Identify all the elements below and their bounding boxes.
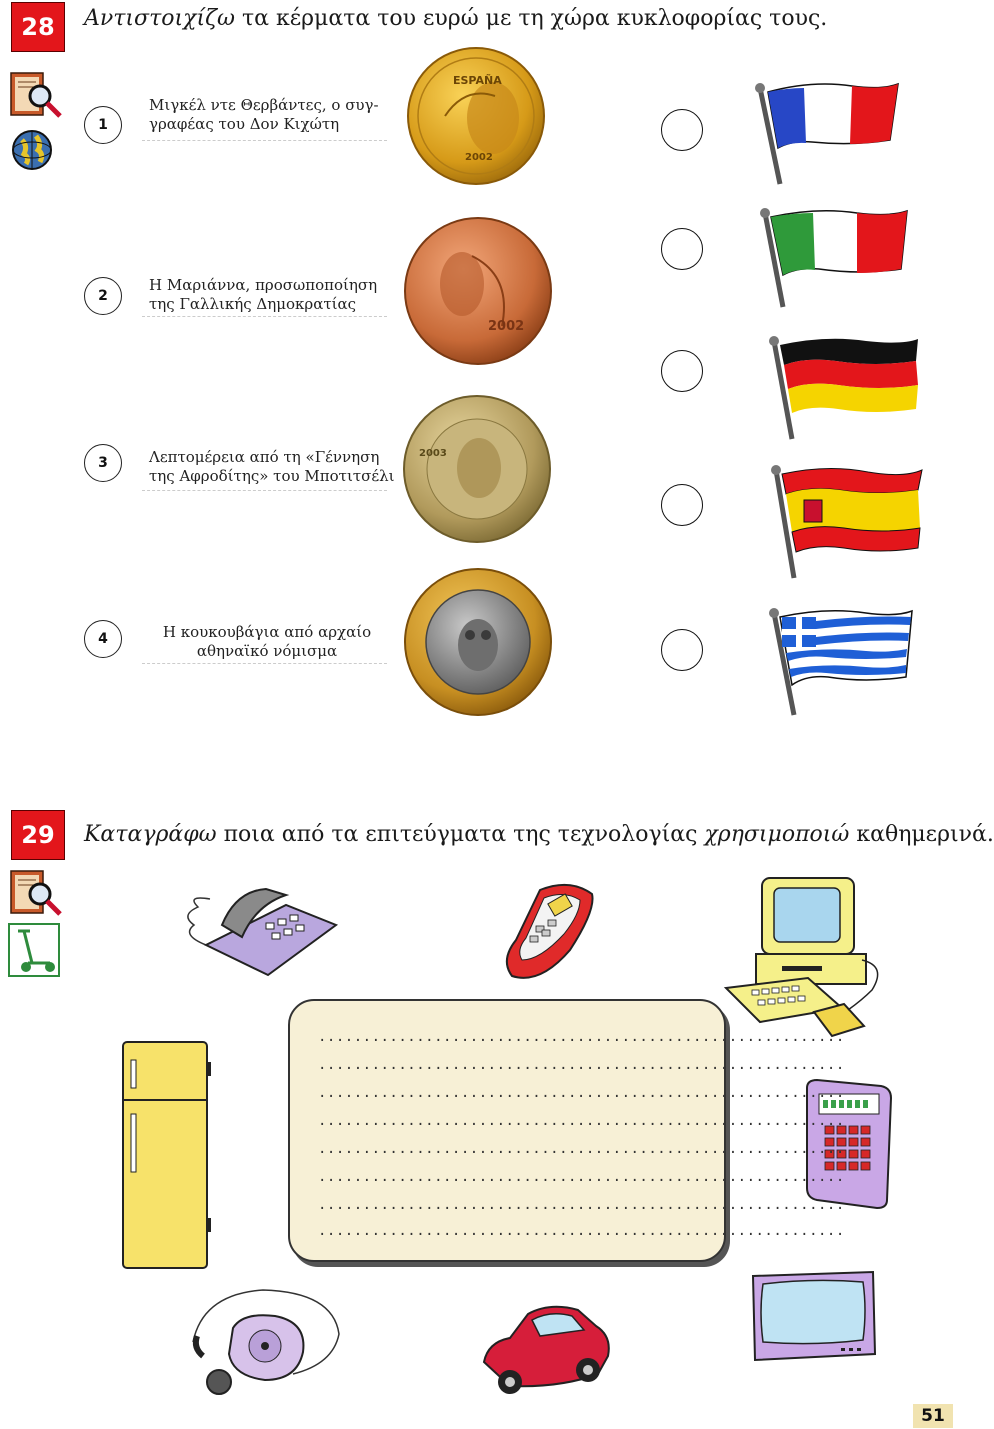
item-2-line2: της Γαλλικής Δημοκρατίας bbox=[149, 295, 357, 313]
writing-line-3[interactable]: ........................................................... bbox=[318, 1085, 845, 1101]
exercise-number-29: 29 bbox=[11, 810, 65, 860]
item-4-underline bbox=[142, 663, 387, 664]
item-2-line1: Η Μαριάννα, προσωποποίηση bbox=[149, 276, 378, 294]
answer-circle-4[interactable] bbox=[661, 484, 703, 526]
item-4-description bbox=[152, 623, 382, 661]
writing-line-4[interactable]: ........................................................... bbox=[318, 1113, 845, 1129]
title-rest: τα κέρματα του ευρώ με τη χώρα κυκλοφορίας τους. bbox=[234, 6, 828, 31]
answer-circle-2[interactable] bbox=[661, 228, 703, 270]
item-number-3: 3 bbox=[84, 444, 122, 482]
item-number-4: 4 bbox=[84, 620, 122, 658]
item-2-description bbox=[149, 276, 377, 314]
germany-flag-image bbox=[766, 333, 924, 441]
answer-circle-5[interactable] bbox=[661, 629, 703, 671]
title-italic-word-1: Καταγράφω bbox=[84, 822, 217, 847]
spain-coin-label: ESPAÑA bbox=[453, 74, 502, 87]
item-1-description bbox=[149, 96, 379, 134]
scooter-icon bbox=[8, 923, 60, 977]
book-magnifier-icon bbox=[8, 868, 64, 920]
car-image bbox=[480, 1296, 615, 1402]
mobile-phone-image bbox=[500, 880, 600, 985]
exercise-number-28: 28 bbox=[11, 2, 65, 52]
item-1-underline bbox=[142, 140, 387, 141]
title-end: καθημερινά. bbox=[849, 822, 994, 847]
item-4-line2: αθηναϊκό νόμισμα bbox=[196, 642, 338, 660]
item-4-line1: Η κουκουβάγια από αρχαίο bbox=[162, 623, 372, 641]
italy-coin-image bbox=[401, 394, 553, 544]
writing-line-7[interactable]: ........................................................... bbox=[318, 1197, 845, 1213]
writing-line-1[interactable]: ........................................................... bbox=[318, 1029, 845, 1045]
globe-icon bbox=[10, 128, 54, 172]
item-number-2: 2 bbox=[84, 277, 122, 315]
book-magnifier-icon bbox=[8, 70, 64, 122]
answer-circle-1[interactable] bbox=[661, 109, 703, 151]
title-middle: ποια από τα επιτεύγματα της τεχνολογίας bbox=[216, 822, 705, 847]
item-3-description bbox=[149, 448, 395, 486]
italy-flag-image bbox=[757, 205, 912, 309]
spain-coin-image bbox=[405, 46, 547, 186]
writing-line-5[interactable]: ........................................................... bbox=[318, 1141, 845, 1157]
greece-coin-image bbox=[402, 567, 554, 717]
refrigerator-image bbox=[115, 1038, 215, 1276]
writing-line-6[interactable]: ........................................................... bbox=[318, 1169, 845, 1185]
answer-circle-3[interactable] bbox=[661, 350, 703, 392]
spain-coin-year: 2002 bbox=[465, 152, 493, 163]
item-3-line2: της Αφροδίτης» του Μποτιτσέλι bbox=[149, 467, 395, 485]
italy-coin-year: 2003 bbox=[419, 448, 447, 459]
spain-flag-image bbox=[768, 462, 928, 580]
computer-image bbox=[722, 870, 887, 1045]
television-image bbox=[749, 1270, 879, 1362]
item-3-underline bbox=[142, 490, 387, 491]
writing-line-2[interactable]: ........................................................... bbox=[318, 1057, 845, 1073]
page-number: 51 bbox=[913, 1404, 953, 1428]
item-1-line2: γραφέας του Δον Κιχώτη bbox=[149, 115, 340, 133]
title-italic-word: Αντιστοιχίζω bbox=[84, 6, 235, 31]
answer-writing-box[interactable] bbox=[288, 999, 845, 1262]
exercise-29-title bbox=[84, 822, 994, 847]
greece-flag-image bbox=[766, 605, 916, 717]
france-flag-image bbox=[752, 80, 902, 186]
item-number-1: 1 bbox=[84, 106, 122, 144]
france-coin-image bbox=[402, 216, 554, 366]
cd-player-image bbox=[183, 1284, 345, 1402]
france-coin-year: 2002 bbox=[488, 319, 525, 334]
exercise-28-title bbox=[84, 6, 827, 31]
telephone-image bbox=[176, 885, 346, 980]
writing-line-8[interactable]: ........................................................... bbox=[318, 1223, 845, 1239]
item-1-line1: Μιγκέλ ντε Θερβάντες, ο συγ- bbox=[149, 96, 379, 114]
title-italic-word-2: χρησιμοποιώ bbox=[704, 822, 850, 847]
item-3-line1: Λεπτομέρεια από τη «Γέννηση bbox=[149, 448, 380, 466]
item-2-underline bbox=[142, 316, 387, 317]
